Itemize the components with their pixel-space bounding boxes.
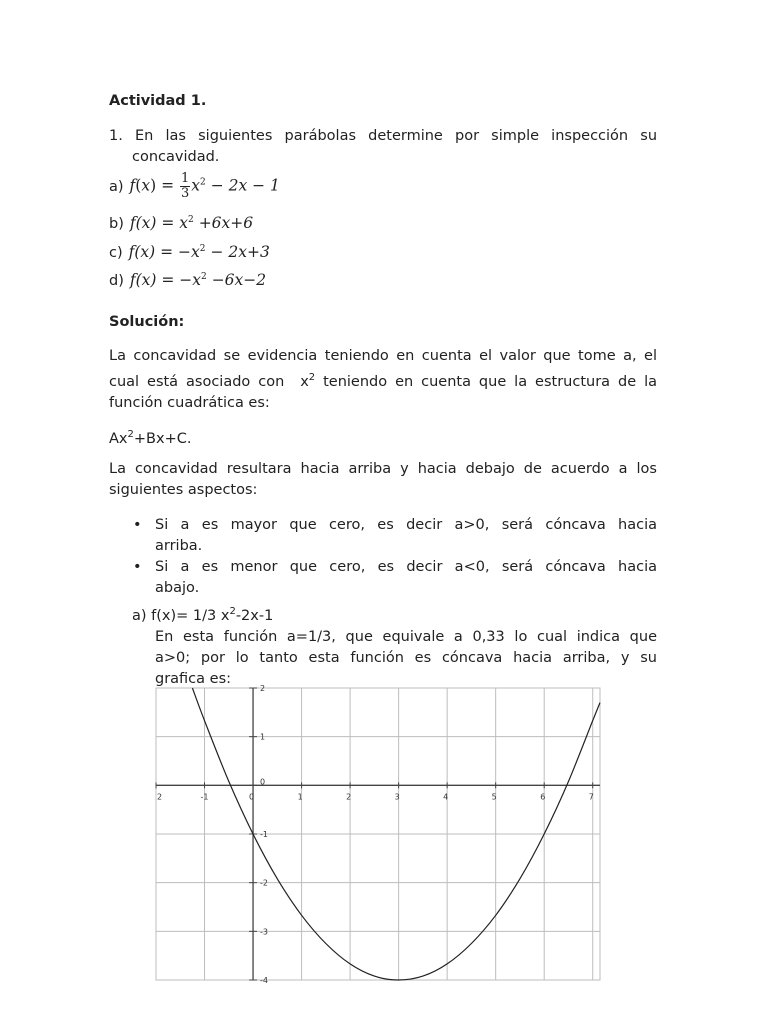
term-var: x: [191, 176, 201, 195]
fn-var: x: [141, 176, 151, 195]
list-item-line: Si a es menor que cero, es decir a<0, será cóncava hacia: [155, 559, 657, 575]
structure-a: Ax: [109, 431, 128, 447]
equation-d: [109, 271, 266, 289]
subsection-a: [132, 601, 657, 690]
exponent: 2: [229, 606, 236, 617]
equation-a: a) f(x) = $\frac{1}{3}$ $x^2 - 2x - 1$: [109, 171, 280, 201]
term-tail: −6x−2: [206, 271, 267, 289]
exponent: 2: [201, 272, 207, 282]
x-tick-label: 0: [249, 792, 255, 802]
fn-part: f(x)= 1/3 x: [151, 608, 230, 624]
grid: [156, 688, 600, 980]
subsection-line: En esta función a=1/3, que equivale a 0,33 lo cual indica que: [155, 629, 657, 645]
bullet-icon: •: [133, 559, 142, 575]
fraction-numerator: 1: [181, 171, 190, 186]
equation-label: b): [109, 216, 124, 232]
subsection-line: a>0; por lo tanto esta función es cóncava hacia arriba, y su: [155, 650, 657, 666]
fraction-denominator: 3: [181, 186, 190, 201]
y-tick-label: 1: [260, 732, 266, 742]
exponent: 2: [127, 429, 134, 440]
text-span: teniendo en cuenta que la estructura de la: [323, 374, 657, 390]
paragraph-2-line-1: La concavidad resultara hacia arriba y hacia debajo de acuerdo a los: [109, 461, 657, 477]
question-1-line-2: concavidad.: [132, 149, 220, 165]
bullet-icon: •: [133, 517, 142, 533]
x-tick-label: 2: [157, 792, 163, 802]
term-tail: +6x+6: [193, 214, 254, 232]
solution-heading: Solución:: [109, 314, 185, 330]
subsection-label: a): [132, 608, 147, 624]
question-1: [109, 126, 657, 168]
list-item-line: arriba.: [155, 538, 203, 554]
exponent: 2: [199, 244, 206, 254]
equation-expr: f(x) = −x: [128, 243, 200, 261]
equation-c: [109, 243, 270, 261]
subsection-line: grafica es:: [155, 671, 232, 687]
paragraph-1-line-2: [109, 367, 657, 393]
origin-label: 0: [260, 777, 266, 787]
question-text: En las siguientes parábolas determine por simple inspección su: [135, 128, 658, 144]
paragraph-1: [109, 346, 657, 414]
equation-label: c): [109, 245, 123, 261]
term-tail: − 2x − 1: [205, 176, 280, 195]
fn-name: f: [129, 176, 136, 195]
variable: x: [300, 374, 309, 390]
y-tick-label: -2: [260, 878, 269, 888]
y-tick-label: 2: [260, 684, 266, 693]
equation-b: [109, 214, 253, 232]
question-number: 1.: [109, 128, 123, 144]
paragraph-1-line-1: La concavidad se evidencia teniendo en cuenta el valor que tome a, el: [109, 348, 657, 364]
paragraph-2-line-2: siguientes aspectos:: [109, 482, 258, 498]
x-tick-label: -1: [200, 792, 209, 802]
fraction: [180, 172, 190, 201]
y-tick-label: -4: [260, 976, 269, 985]
y-tick-label: -3: [260, 927, 269, 937]
exponent: 2: [308, 372, 316, 383]
exponent: 2: [200, 177, 206, 188]
paragraph-2: [109, 459, 657, 501]
x-tick-label: 4: [443, 792, 449, 802]
paragraph-1-line-3: función cuadrática es:: [109, 395, 270, 411]
question-1-line-1: [109, 126, 657, 147]
equation-label: d): [109, 273, 124, 289]
equation-expr: f(x) = x: [129, 214, 189, 232]
quadratic-structure: [109, 424, 191, 450]
subsection-a-text: [132, 627, 657, 690]
subsection-a-function: [132, 601, 657, 627]
x-tick-label: 6: [540, 792, 546, 802]
x-tick-label: 7: [588, 792, 594, 802]
text-span: cual está asociado con: [109, 374, 285, 390]
fn-part: -2x-1: [235, 608, 274, 624]
activity-title: Actividad 1.: [109, 93, 207, 109]
list-item-line: Si a es mayor que cero, es decir a>0, será cóncava hacia: [155, 517, 657, 533]
term-tail: − 2x+3: [205, 243, 270, 261]
x-tick-label: 3: [394, 792, 400, 802]
exponent: 2: [188, 215, 194, 225]
equation-label: a): [109, 178, 124, 195]
parabola-graph: [148, 684, 608, 988]
list-item: [133, 557, 657, 599]
structure-b: +Bx+C.: [133, 431, 192, 447]
x-tick-label: 1: [297, 792, 303, 802]
y-tick-label: -1: [260, 830, 269, 839]
list-item: [133, 515, 657, 557]
x-tick-label: 5: [491, 792, 497, 802]
x-tick-label: 2: [346, 792, 352, 802]
list-item-line: abajo.: [155, 580, 200, 596]
equation-expr: f(x) = −x: [129, 271, 202, 289]
aspects-list: [133, 515, 657, 599]
